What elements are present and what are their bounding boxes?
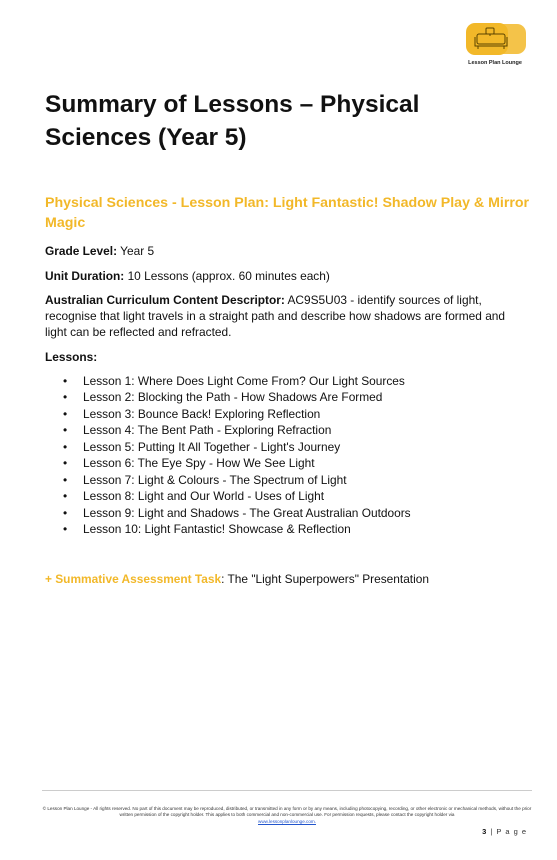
grade-level-value: Year 5 <box>117 244 155 258</box>
list-item <box>45 422 530 439</box>
bullet-icon: • <box>63 390 68 404</box>
unit-duration <box>45 268 530 284</box>
curriculum-descriptor-label: Australian Curriculum Content Descriptor: <box>45 293 285 307</box>
bullet-icon: • <box>63 472 68 487</box>
website-link[interactable]: www.lessonplanlounge.com. <box>258 818 316 824</box>
bullet-icon: • <box>63 373 68 388</box>
copyright-text: © Lesson Plan Lounge - All rights reserved. No part of this document may be reproduced, distributed, or transmitted in any form or by any means, including photocopying, recording, or other electronic or mechanical methods, without the prior written permission of the copyright holder. This applies to both commercial and non-commercial use. For permission requests, please contact the copyright holder via <box>42 806 532 818</box>
bullet-icon: • <box>63 406 68 421</box>
document-body <box>45 193 530 587</box>
list-item <box>45 455 530 472</box>
grade-level-label: Grade Level: <box>45 244 118 258</box>
bullet-icon: • <box>63 505 68 520</box>
page-number <box>482 827 527 836</box>
list-item <box>45 389 530 406</box>
footer-divider <box>42 790 532 791</box>
bullet-icon: • <box>63 439 68 454</box>
bullet-icon: • <box>63 423 68 437</box>
list-item <box>45 373 530 390</box>
lesson-plan-title: Physical Sciences - Lesson Plan: Light Fantastic! Shadow Play & Mirror Magic <box>45 195 530 231</box>
sofa-icon <box>462 20 528 60</box>
lessons-list <box>45 373 530 538</box>
lesson-label: Lesson 8: Light and Our World - Uses of Light <box>83 489 325 503</box>
summative-assessment-label: + Summative Assessment Task <box>45 571 222 586</box>
list-item <box>45 406 530 423</box>
curriculum-descriptor-value: AC9S5U03 - identify sources of light, recognise that light travels in a straight path and describe how shadows are formed and light can be reflected and refracted. <box>45 293 506 339</box>
curriculum-descriptor <box>45 292 530 340</box>
lessons-heading: Lessons: <box>45 349 98 364</box>
list-item <box>45 521 530 538</box>
summative-assessment <box>45 571 530 587</box>
page-number-value: 3 <box>482 827 488 836</box>
lesson-label: Lesson 10: Light Fantastic! Showcase & Reflection <box>83 522 351 536</box>
bullet-icon: • <box>63 456 68 470</box>
unit-duration-value: 10 Lessons (approx. 60 minutes each) <box>124 268 330 283</box>
logo-wordmark: Lesson Plan Lounge <box>468 60 522 66</box>
lesson-label: Lesson 1: Where Does Light Come From? Our Light Sources <box>83 373 405 388</box>
lesson-label: Lesson 7: Light & Colours - The Spectrum of Light <box>83 472 347 487</box>
list-item <box>45 472 530 489</box>
lesson-label: Lesson 4: The Bent Path - Exploring Refraction <box>83 423 332 437</box>
unit-duration-label: Unit Duration: <box>45 268 125 283</box>
page-number-label: | P a g e <box>487 827 527 836</box>
lesson-label: Lesson 6: The Eye Spy - How We See Light <box>83 456 315 470</box>
bullet-icon: • <box>63 522 68 536</box>
grade-level <box>45 243 530 259</box>
copyright-footer <box>42 806 532 825</box>
bullet-icon: • <box>63 489 68 503</box>
brand-logo <box>462 20 528 72</box>
page-title: Summary of Lessons – Physical Sciences (Year 5) <box>45 91 420 151</box>
lesson-label: Lesson 5: Putting It All Together - Light's Journey <box>83 439 341 454</box>
lesson-label: Lesson 9: Light and Shadows - The Great Australian Outdoors <box>83 505 411 520</box>
list-item <box>45 505 530 522</box>
list-item <box>45 439 530 456</box>
summative-assessment-value: : The "Light Superpowers" Presentation <box>221 571 429 586</box>
list-item <box>45 488 530 505</box>
lesson-label: Lesson 2: Blocking the Path - How Shadows Are Formed <box>83 390 383 404</box>
lesson-label: Lesson 3: Bounce Back! Exploring Reflection <box>83 406 321 421</box>
